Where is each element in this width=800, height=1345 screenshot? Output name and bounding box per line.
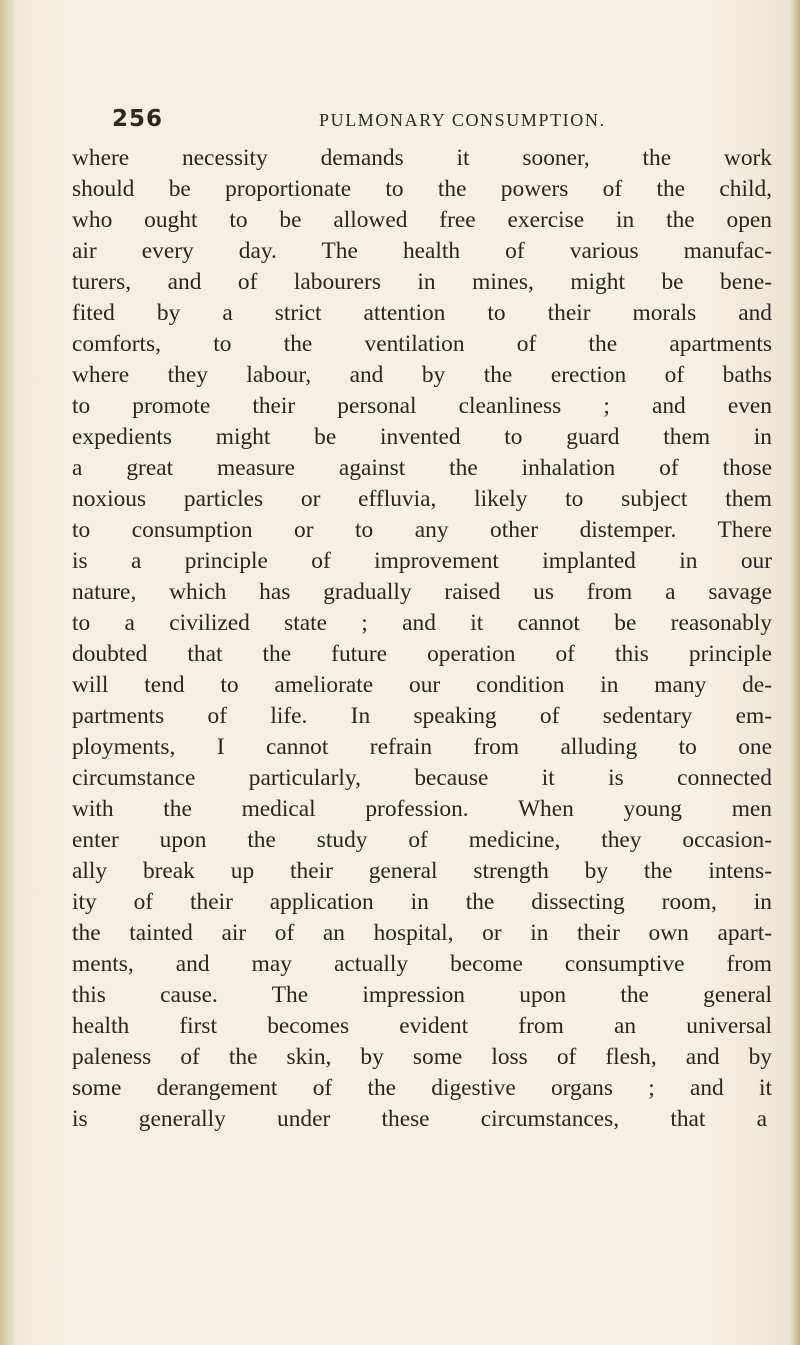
text-line: this cause. The impression upon the general [72,982,772,1008]
text-line: is generally under these circumstances, that a [72,1106,767,1132]
text-line: ally break up their general strength by the intens- [72,858,772,884]
text-line: some derangement of the digestive organs ; and it [72,1075,772,1101]
text-line: air every day. The health of various manufac- [72,238,772,264]
text-line: is a principle of improvement implanted in our [72,548,772,574]
text-line: ity of their application in the dissecting room, in [72,889,772,915]
text-line: enter upon the study of medicine, they occasion- [72,827,772,853]
text-line: where necessity demands it sooner, the work [72,145,772,171]
text-line: with the medical profession. When young men [72,796,772,822]
text-line: will tend to ameliorate our condition in many de- [72,672,772,698]
text-line: noxious particles or effluvia, likely to subject them [72,486,772,512]
body-text [72,143,772,1135]
page-number: 256 [112,106,164,132]
text-line: should be proportionate to the powers of the child, [72,176,772,202]
text-line: fited by a strict attention to their morals and [72,300,772,326]
text-line: circumstance particularly, because it is connected [72,765,772,791]
text-line: ployments, I cannot refrain from alluding to one [72,734,772,760]
running-head [112,106,712,136]
text-line: ments, and may actually become consumptive from [72,951,772,977]
text-line: to consumption or to any other distemper. There [72,517,772,543]
text-line: health first becomes evident from an universal [72,1013,772,1039]
text-line: who ought to be allowed free exercise in the open [72,207,772,233]
text-line: to promote their personal cleanliness ; and even [72,393,772,419]
page-edge [790,0,800,1345]
text-line: partments of life. In speaking of sedentary em- [72,703,772,729]
text-line: the tainted air of an hospital, or in their own apart- [72,920,772,946]
text-line: turers, and of labourers in mines, might be bene- [72,269,772,295]
text-line: comforts, to the ventilation of the apartments [72,331,772,357]
text-line: expedients might be invented to guard them in [72,424,772,450]
text-line: a great measure against the inhalation of those [72,455,772,481]
text-line: doubted that the future operation of this principle [72,641,772,667]
text-line: nature, which has gradually raised us from a savage [72,579,772,605]
page-gutter-shadow [0,0,14,1345]
text-line: paleness of the skin, by some loss of flesh, and by [72,1044,772,1070]
text-line: where they labour, and by the erection of baths [72,362,772,388]
running-title: PULMONARY CONSUMPTION. [319,110,606,130]
text-line: to a civilized state ; and it cannot be reasonably [72,610,772,636]
